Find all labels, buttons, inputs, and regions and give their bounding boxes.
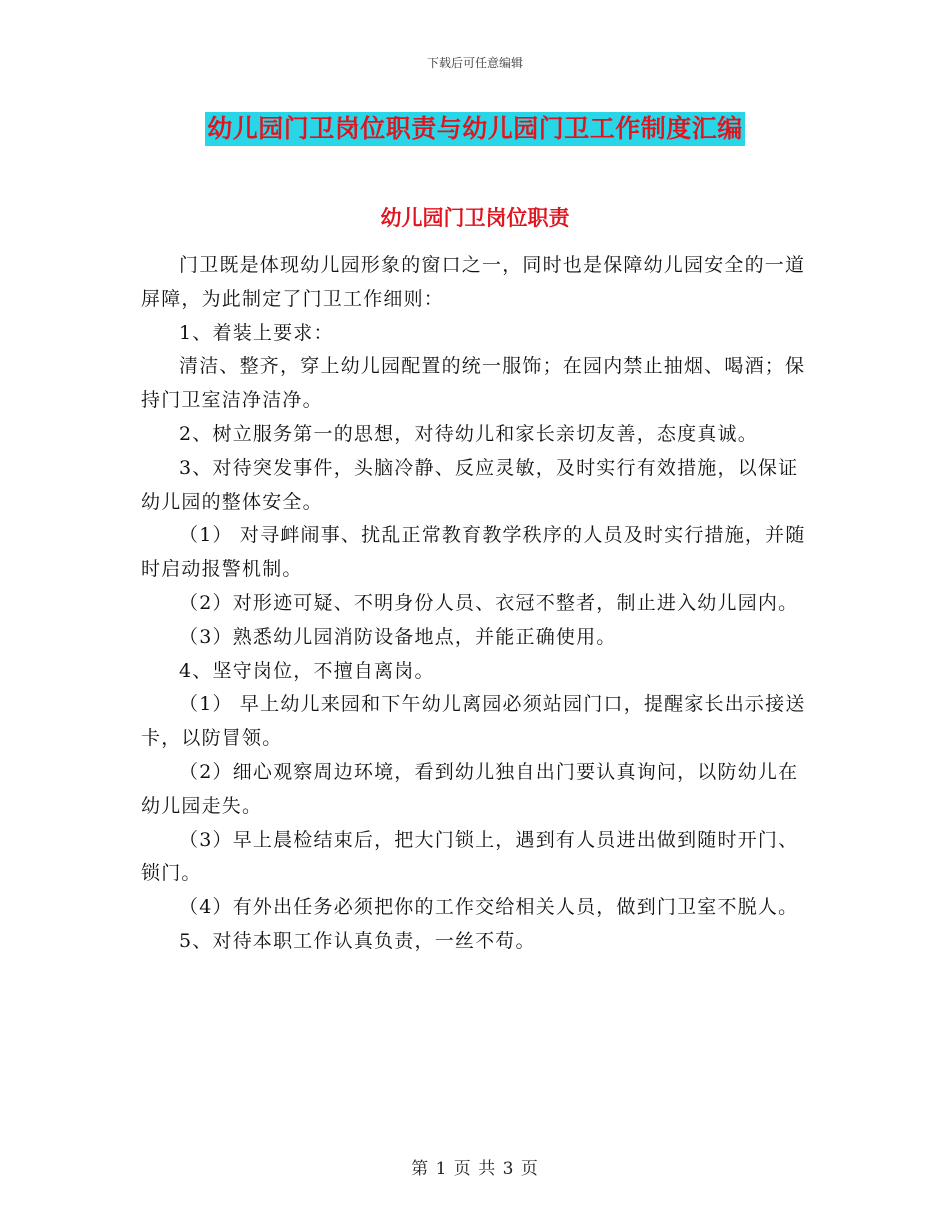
page-number: 第 1 页 共 3 页	[411, 1159, 539, 1179]
paragraph: （4）有外出任务必须把你的工作交给相关人员，做到门卫室不脱人。	[179, 896, 799, 919]
paragraph: 2、树立服务第一的思想，对待幼儿和家长亲切友善，态度真诚。	[179, 422, 758, 445]
paragraph: （3）早上晨检结束后，把大门锁上，遇到有人员进出做到随时开门、锁门。	[141, 828, 799, 885]
paragraph: 3、对待突发事件，头脑冷静、反应灵敏，及时实行有效措施，以保证幼儿园的整体安全。	[141, 456, 799, 513]
paragraph: （1） 对寻衅闹事、扰乱正常教育教学秩序的人员及时实行措施，并随时启动报警机制。	[141, 524, 806, 581]
paragraph: 5、对待本职工作认真负责，一丝不苟。	[179, 929, 536, 952]
document-title-text: 幼儿园门卫岗位职责与幼儿园门卫工作制度汇编	[205, 112, 745, 146]
document-body	[141, 249, 809, 959]
paragraph: 门卫既是体现幼儿园形象的窗口之一，同时也是保障幼儿园安全的一道屏障，为此制定了门卫工作细则：	[141, 254, 806, 310]
paragraph: （2）细心观察周边环境，看到幼儿独自出门要认真询问，以防幼儿在幼儿园走失。	[141, 760, 799, 817]
document-title	[0, 112, 950, 146]
section-title: 幼儿园门卫岗位职责	[380, 205, 570, 230]
paragraph: 1、着装上要求：	[179, 321, 334, 344]
paragraph: （2）对形迹可疑、不明身份人员、衣冠不整者，制止进入幼儿园内。	[179, 591, 799, 614]
paragraph: （1） 早上幼儿来园和下午幼儿离园必须站园门口，提醒家长出示接送卡，以防冒领。	[141, 693, 806, 750]
page-header-note: 下载后可任意编辑	[426, 56, 523, 70]
paragraph: 4、坚守岗位，不擅自离岗。	[179, 659, 435, 682]
paragraph: （3）熟悉幼儿园消防设备地点，并能正确使用。	[179, 625, 617, 648]
paragraph: 清洁、整齐，穿上幼儿园配置的统一服饰；在园内禁止抽烟、喝酒；保持门卫室洁净洁净。	[141, 355, 806, 412]
